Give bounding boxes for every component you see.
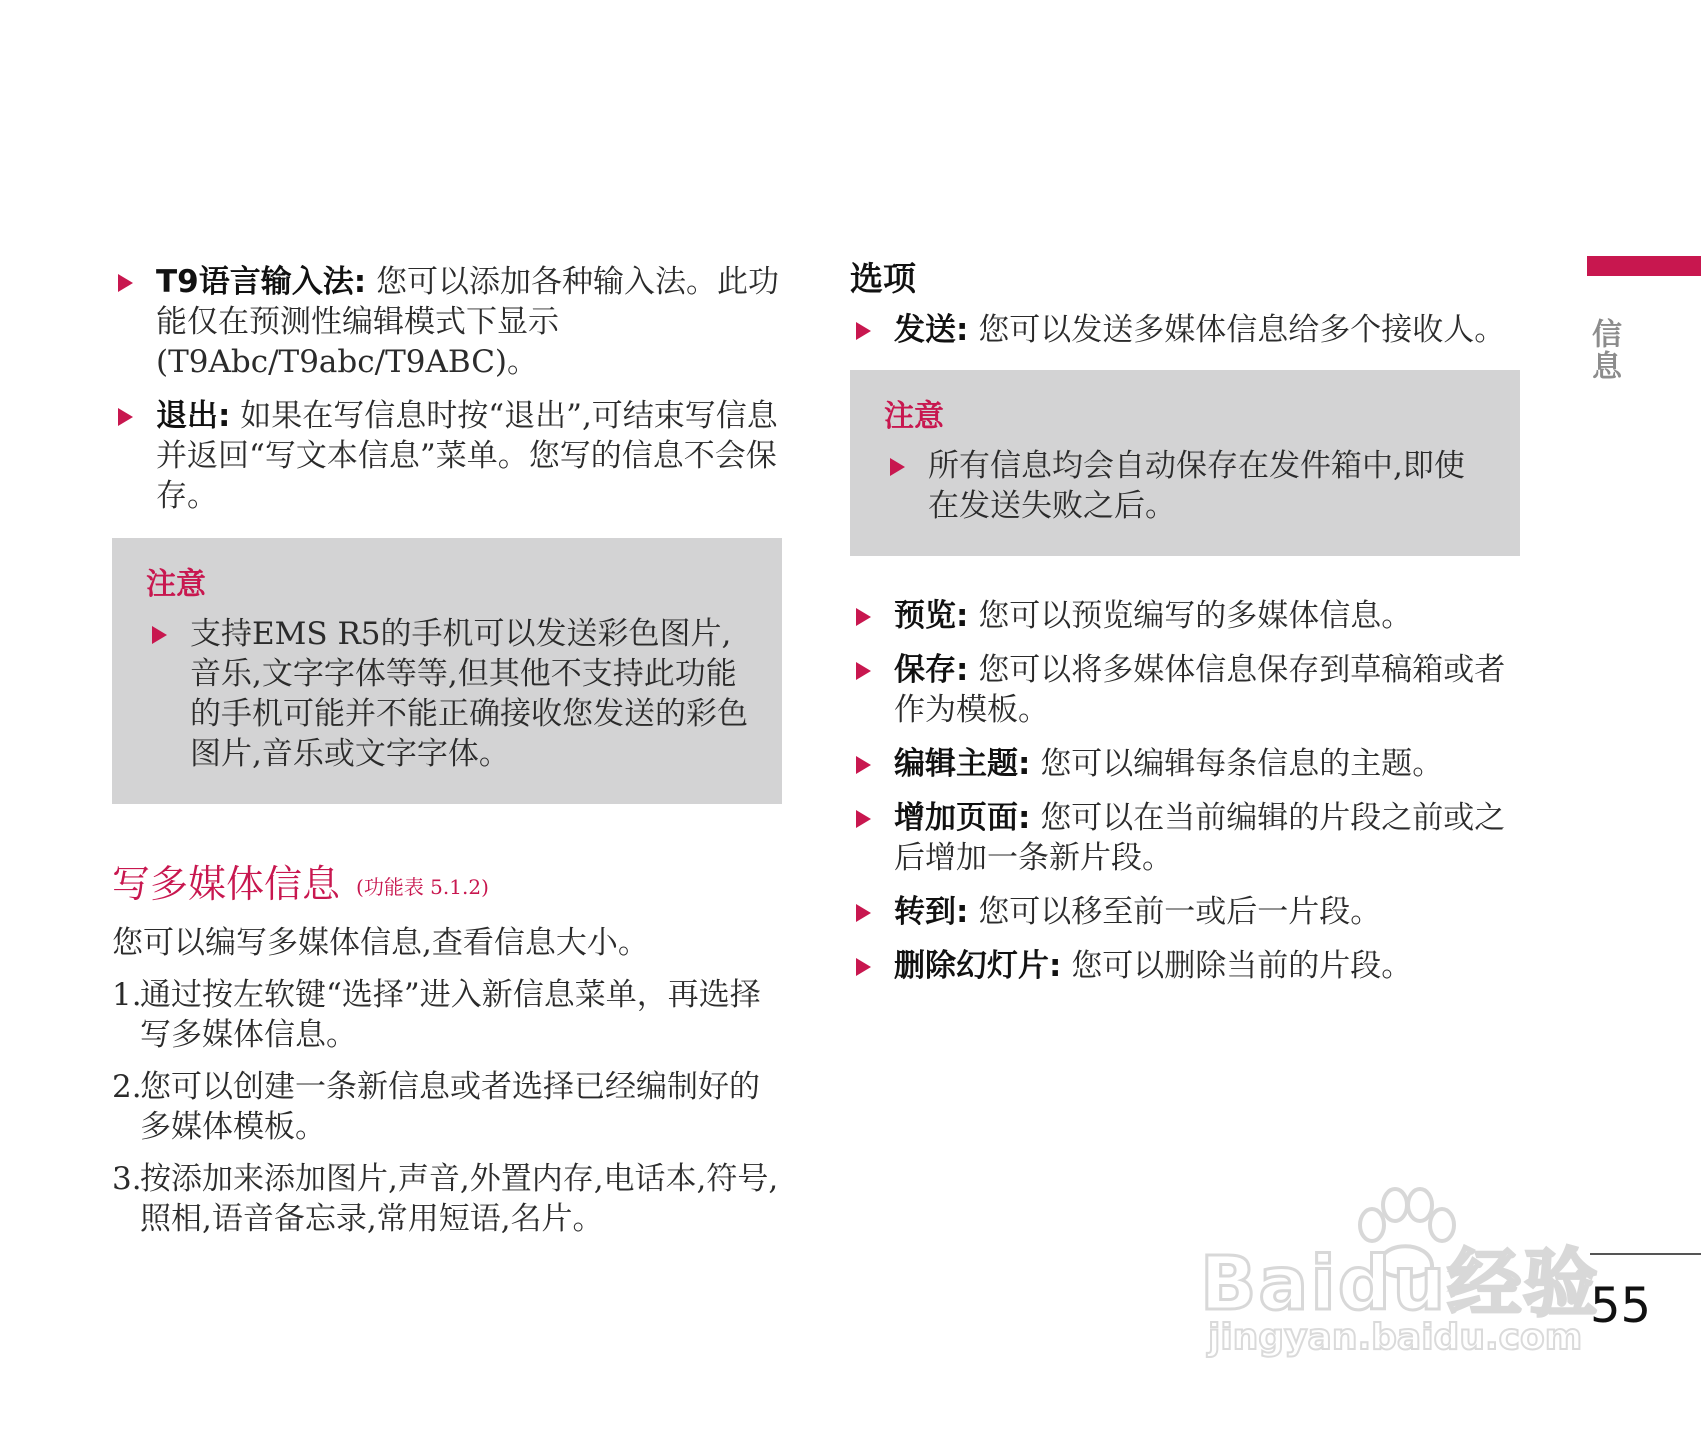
bullet-term: T9语言输入法: — [156, 264, 367, 300]
side-tab-bar — [1587, 256, 1701, 276]
step-number: 3. — [112, 1160, 142, 1197]
bullet-save — [850, 650, 1520, 730]
watermark-main: Baidu经验 — [1200, 1241, 1600, 1327]
note-bullet — [146, 614, 748, 774]
note-bullet — [884, 446, 1486, 526]
bullet-send — [850, 310, 1520, 350]
step-text: 通过按左软键“选择”进入新信息菜单，再选择写多媒体信息。 — [140, 976, 761, 1053]
bullet-text: 您可以删除当前的片段。 — [1061, 948, 1413, 984]
bullet-preview — [850, 596, 1520, 636]
menu-reference: (功能表 5.1.2) — [356, 874, 489, 899]
options-title: 选项 — [850, 259, 916, 298]
bullet-triangle-icon — [118, 274, 133, 292]
bullet-goto — [850, 892, 1520, 932]
section-title — [112, 860, 782, 911]
bullet-text: 您可以在当前编辑的片段之前或之后增加一条新片段。 — [894, 800, 1506, 876]
mms-section — [112, 860, 782, 1239]
bullet-edit-subject — [850, 744, 1520, 784]
bullet-triangle-icon — [856, 756, 871, 774]
bullet-text: 您可以预览编写的多媒体信息。 — [968, 598, 1413, 634]
side-tab-label: 信息 — [1586, 318, 1621, 382]
bullet-term: 增加页面: — [894, 800, 1031, 836]
step-text: 按添加来添加图片,声音,外置内存,电话本,符号,照相,语音备忘录,常用短语,名片。 — [140, 1160, 779, 1237]
step-number: 2. — [112, 1068, 142, 1105]
bullet-triangle-icon — [856, 904, 871, 922]
bullet-triangle-icon — [856, 608, 871, 626]
baidu-watermark — [1200, 1185, 1610, 1370]
bullet-term: 预览: — [894, 598, 969, 634]
bullet-text: 您可以移至前一或后一片段。 — [968, 894, 1382, 930]
bullet-triangle-icon — [856, 958, 871, 976]
note-text: 所有信息均会自动保存在发件箱中,即使在发送失败之后。 — [928, 448, 1465, 524]
left-column — [112, 262, 782, 1239]
bullet-term: 转到: — [894, 894, 969, 930]
step-text: 您可以创建一条新信息或者选择已经编制好的多媒体模板。 — [140, 1068, 760, 1145]
bullet-text: 您可以添加各种输入法。此功能仅在预测性编辑模式下显示(T9Abc/T9abc/T9ABC)。 — [156, 264, 779, 380]
section-title-text: 写多媒体信息 — [112, 862, 341, 906]
bullet-triangle-icon — [856, 662, 871, 680]
note-title: 注意 — [884, 399, 944, 434]
right-column — [850, 258, 1520, 1000]
bullet-triangle-icon — [890, 458, 905, 476]
bullet-term: 编辑主题: — [894, 746, 1031, 782]
step-number: 1. — [112, 976, 142, 1013]
page-number: 55 — [1590, 1278, 1652, 1334]
bullet-term: 保存: — [894, 652, 969, 688]
note-text: 支持EMS R5的手机可以发送彩色图片,音乐,文字字体等等,但其他不支持此功能的手机可能并不能正确接收您发送的彩色图片,音乐或文字字体。 — [190, 616, 748, 772]
bullet-exit — [112, 396, 782, 516]
note-box-ems — [112, 538, 782, 804]
bullet-text: 您可以发送多媒体信息给多个接收人。 — [968, 312, 1506, 348]
section-intro: 您可以编写多媒体信息,查看信息大小。 — [112, 924, 649, 961]
bullet-t9-input — [112, 262, 782, 382]
bullet-delete-slide — [850, 946, 1520, 986]
bullet-triangle-icon — [856, 322, 871, 340]
note-box-outbox — [850, 370, 1520, 556]
bullet-triangle-icon — [118, 408, 133, 426]
bullet-triangle-icon — [856, 810, 871, 828]
note-title: 注意 — [146, 567, 206, 602]
bullet-term: 删除幻灯片: — [894, 948, 1062, 984]
step-1 — [112, 975, 782, 1055]
bullet-text: 您可以将多媒体信息保存到草稿箱或者作为模板。 — [894, 652, 1506, 728]
bullet-add-page — [850, 798, 1520, 878]
bullet-term: 发送: — [894, 312, 969, 348]
step-3 — [112, 1159, 782, 1239]
bullet-text: 如果在写信息时按“退出”,可结束写信息并返回“写文本信息”菜单。您写的信息不会保存。 — [156, 398, 778, 514]
bullet-text: 您可以编辑每条信息的主题。 — [1030, 746, 1444, 782]
bullet-triangle-icon — [152, 626, 167, 644]
bullet-term: 退出: — [156, 398, 231, 434]
step-2 — [112, 1067, 782, 1147]
watermark-url: jingyan.baidu.com — [1208, 1317, 1583, 1358]
